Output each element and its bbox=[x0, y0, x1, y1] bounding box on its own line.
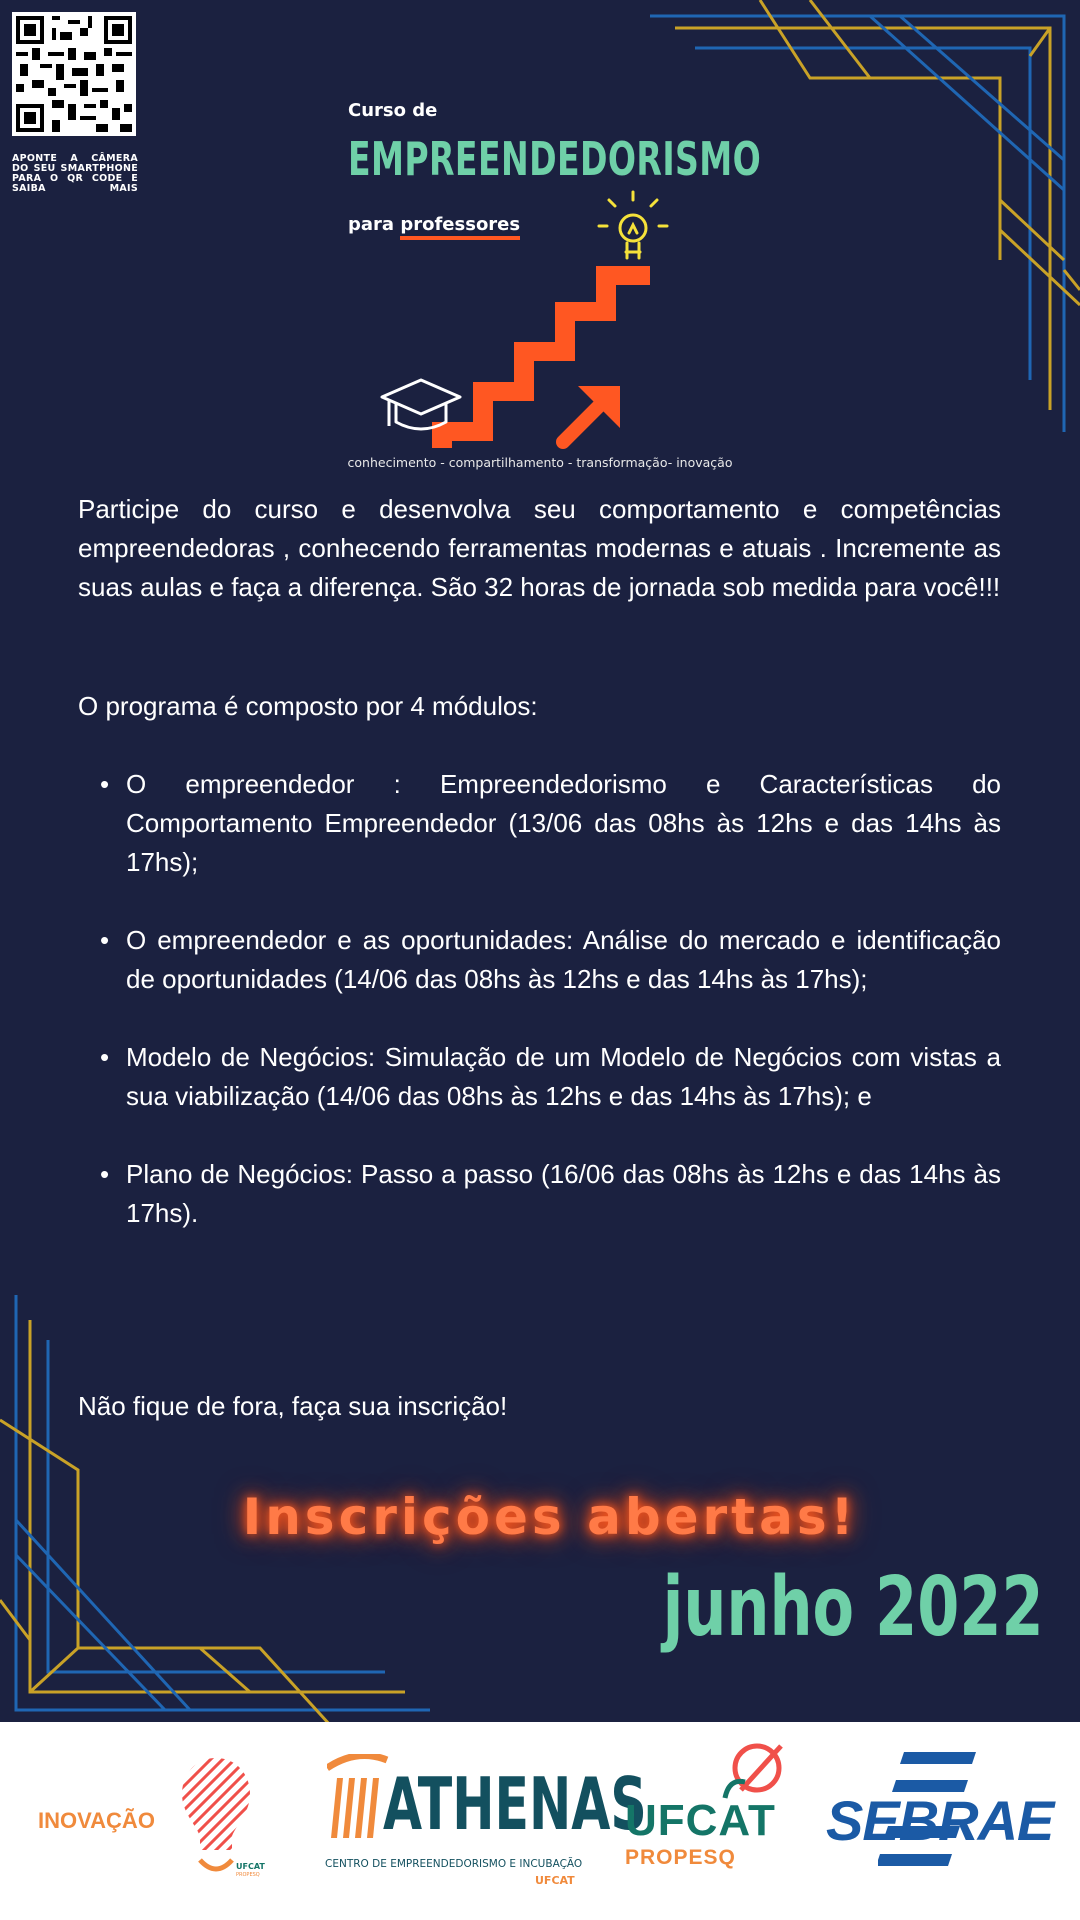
registrations-open-banner: Inscrições abertas! bbox=[242, 1488, 858, 1546]
closing-call: Não fique de fora, faça sua inscrição! bbox=[78, 1391, 508, 1421]
course-title: EMPREENDEDORISMO bbox=[348, 132, 762, 186]
qr-caption: APONTE A CÂMERA DO SEU SMARTPHONE PARA O QR CODE E SAIBA MAIS bbox=[12, 153, 138, 194]
arrow-up-right-icon bbox=[563, 386, 620, 442]
sebrae-logo bbox=[826, 1750, 1054, 1900]
list-item: • O empreendedor : Empreendedorismo e Características do Comportamento Empreendedor (13/06 das 08hs às 12hs e das 14hs às 17hs); bbox=[100, 765, 1001, 882]
athenas-columns-icon bbox=[327, 1754, 389, 1840]
audience-label: professores bbox=[400, 214, 520, 240]
ufcat-word: UFCAT bbox=[625, 1796, 776, 1845]
lightbulb-icon bbox=[599, 192, 667, 258]
course-pre-title: Curso de bbox=[348, 100, 438, 121]
qr-code[interactable] bbox=[12, 12, 136, 136]
ufcat-propesq-logo bbox=[625, 1738, 795, 1908]
ufcat-emblem-icon bbox=[721, 1738, 791, 1804]
stairs-illustration bbox=[380, 190, 680, 460]
audience-prefix: para bbox=[348, 214, 395, 235]
event-date: junho 2022 bbox=[663, 1560, 1044, 1655]
graduation-cap-icon bbox=[382, 380, 460, 429]
qr-code-icon bbox=[16, 16, 132, 132]
list-item: • Plano de Negócios: Passo a passo (16/06 das 08hs às 12hs e das 14hs às 17hs). bbox=[100, 1155, 1001, 1233]
athenas-ufcat: UFCAT bbox=[535, 1874, 575, 1887]
intro-paragraph: Participe do curso e desenvolva seu comportamento e competências empreendedoras , conhecendo ferramentas modernas e atuais . Incremente as suas aulas e faça a diferença. São 32 horas de jornada sob medida para você!!! bbox=[78, 494, 1001, 602]
sponsor-footer bbox=[0, 1722, 1080, 1920]
athenas-word: ATHENAS bbox=[383, 1762, 647, 1846]
inovacao-badge-sub: PROPESQ bbox=[236, 1872, 260, 1878]
list-item: • Modelo de Negócios: Simulação de um Modelo de Negócios com vistas a sua viabilização (14/06 das 08hs às 12hs e das 14hs às 17hs); e bbox=[100, 1038, 1001, 1116]
athenas-subtitle: CENTRO DE EMPREENDEDORISMO E INCUBAÇÃO bbox=[325, 1858, 583, 1870]
inovacao-logo bbox=[0, 1722, 290, 1920]
list-item: • O empreendedor e as oportunidades: Análise do mercado e identificação de oportunidades (14/06 das 08hs às 12hs e das 14hs às 17hs); bbox=[100, 921, 1001, 999]
inovacao-badge: UFCAT bbox=[236, 1862, 265, 1871]
modules-list bbox=[100, 765, 1001, 1272]
sebrae-word: SEBRAE bbox=[826, 1789, 1054, 1852]
propesq-word: PROPESQ bbox=[625, 1846, 736, 1869]
athenas-logo bbox=[325, 1740, 647, 1910]
inovacao-word: INOVAÇÃO bbox=[38, 1808, 155, 1833]
program-lead: O programa é composto por 4 módulos: bbox=[78, 691, 538, 721]
course-tagline: conhecimento - compartilhamento - transformação- inovação bbox=[347, 455, 733, 470]
